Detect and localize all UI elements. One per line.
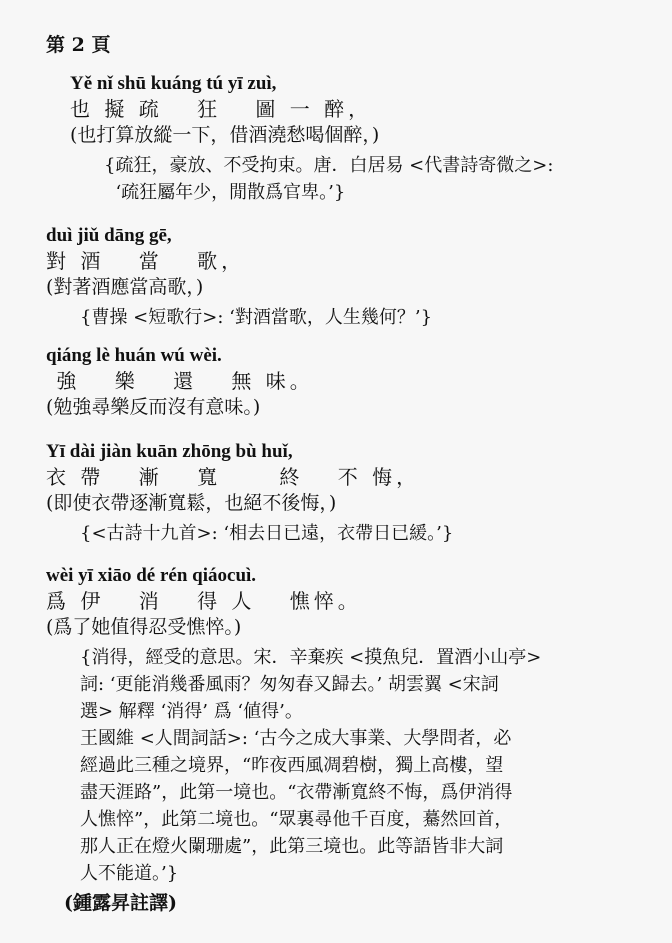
annotation-note: {曹操 <短歌行>: ‘對酒當歌，人生幾何？’} <box>80 307 433 328</box>
translation-line: (爲了她值得忍受憔悴。) <box>46 616 242 638</box>
pinyin-line: duì jiǔ dāng gē, <box>46 225 172 246</box>
translator-credit: (鍾露昇註譯) <box>64 892 177 914</box>
verse-line: 對 酒 當 歌， <box>46 249 246 273</box>
pinyin-line: Yī dài jiàn kuān zhōng bù huǐ, <box>46 441 293 462</box>
stanza-2 <box>46 224 646 331</box>
stanza-5 <box>46 564 646 887</box>
verse-line: 強 樂 還 無 味。 <box>46 369 314 393</box>
page-number: 第 2 頁 <box>46 34 111 56</box>
stanza-1 <box>46 72 670 206</box>
annotation-note: {消得，經受的意思。宋．辛棄疾 <摸魚兒．置酒小山亭> 詞: ‘更能消幾番風雨？匆匆春又歸去。’ 胡雲翼 <宋詞 選> 解釋 ‘消得’ 爲 ‘値得’。 王國維 <人間詞話>: ‘古今之成大事業、大學問者，必 經過此三種之境界，“昨夜西風凋碧樹，獨上高樓，望 盡天涯路”，此第一境也。“衣帶漸寬終不悔，爲伊消得 人憔悴”，此第二境也。“眾裏尋他千百度，驀然回首， 那人正在燈火闌珊處”，此第三境也。此等語皆非大詞 人不能道。’} <box>80 647 542 884</box>
translation-line: (對著酒應當高歌，) <box>46 276 204 298</box>
verse-line: 也 擬 疏 狂 圖 一 醉， <box>70 97 373 121</box>
verse-line: 爲 伊 消 得 人 憔悴。 <box>46 589 362 613</box>
translation-line: (勉強尋樂反而沒有意味。) <box>46 396 261 418</box>
translation-line: (也打算放縱一下，借酒澆愁喝個醉，) <box>70 124 380 146</box>
annotation-note: {疏狂，豪放、不受拘束。唐．白居易 <代書詩寄微之>: ‘疏狂屬年少，閒散爲官卑。’} <box>104 155 554 203</box>
annotation-note: {<古詩十九首>: ‘相去日已遠，衣帶日已緩。’} <box>80 523 454 544</box>
pinyin-line: qiáng lè huán wú wèi. <box>46 345 222 366</box>
stanza-4 <box>46 440 646 547</box>
verse-line: 衣 帶 漸 寬 終 不 悔， <box>46 465 421 489</box>
pinyin-line: Yě nǐ shū kuáng tú yī zuì, <box>70 73 277 94</box>
pinyin-line: wèi yī xiāo dé rén qiáocuì. <box>46 565 257 586</box>
stanza-3 <box>46 344 646 420</box>
translation-line: (即使衣帶逐漸寬鬆，也絕不後悔，) <box>46 492 337 514</box>
